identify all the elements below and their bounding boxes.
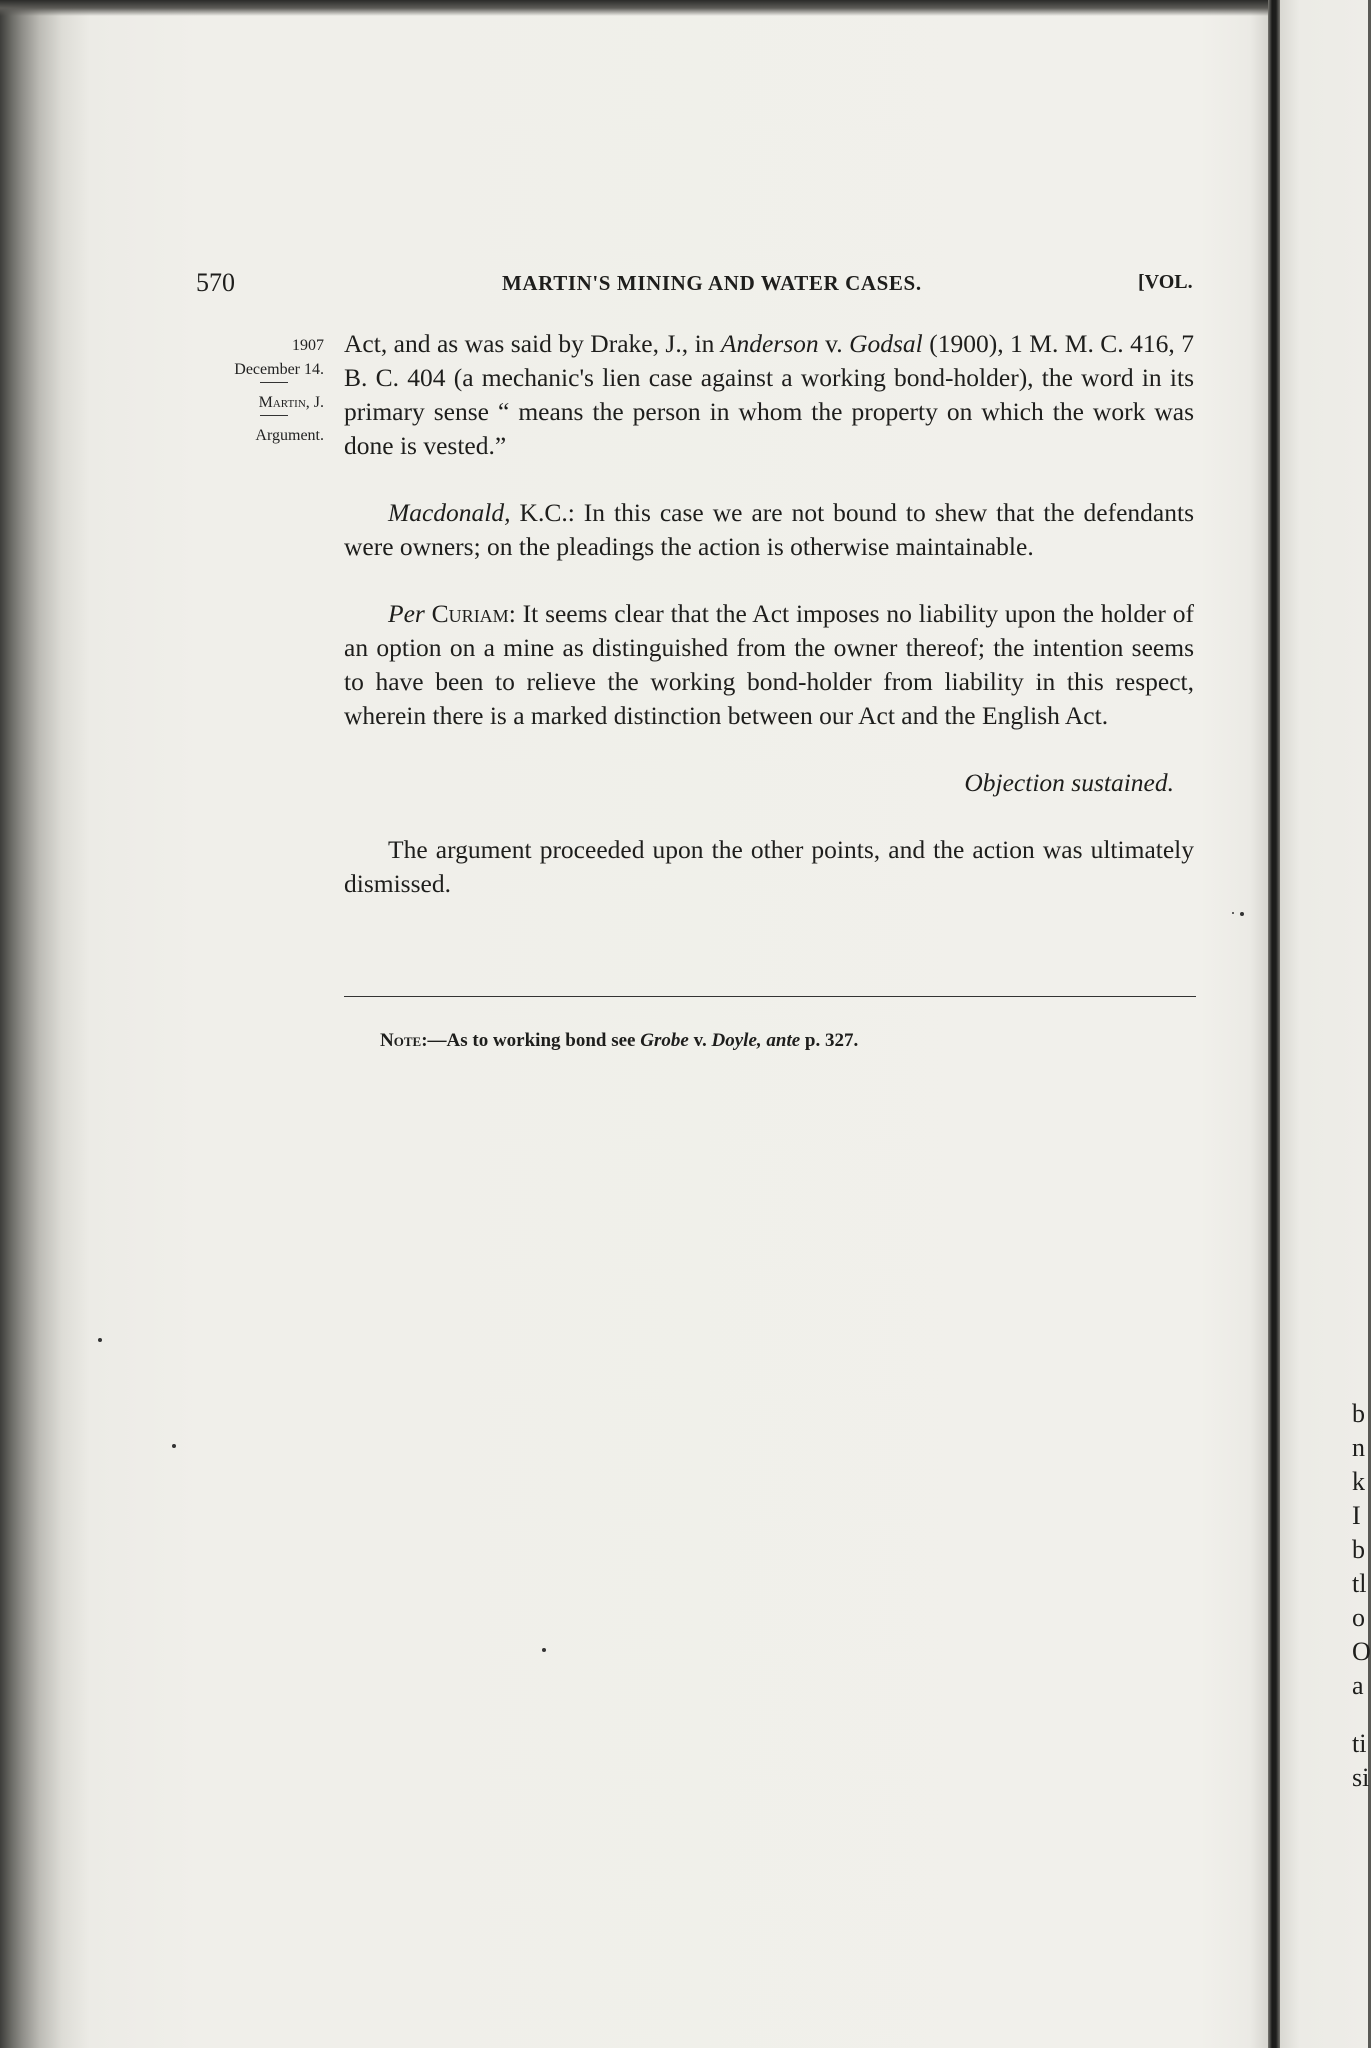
text-run: Act, and as was said by Drake, J., in: [344, 329, 721, 358]
case-name: Anderson: [720, 329, 819, 358]
margin-notes: [180, 334, 324, 448]
text-run: v.: [688, 1030, 712, 1051]
paragraph-3: [344, 597, 1194, 733]
edge-letter: a: [1352, 1671, 1364, 1700]
curiam-label: Curiam: [424, 599, 509, 628]
ruling: [344, 766, 1194, 800]
running-header: [196, 268, 1206, 304]
footnote-rule: [344, 996, 1196, 997]
margin-rule: [260, 382, 288, 391]
paragraph-1: [344, 327, 1194, 463]
text-run: :—As to working bond see: [421, 1030, 641, 1051]
edge-letter: I: [1352, 1501, 1361, 1530]
speck: [1232, 912, 1234, 914]
footnote: [380, 1030, 1200, 1052]
margin-rule: [260, 415, 288, 424]
book-spine: [1268, 0, 1280, 2048]
running-title: MARTIN'S MINING AND WATER CASES.: [502, 271, 922, 295]
top-shadow: [0, 0, 1368, 16]
edge-letter: si: [1352, 1763, 1370, 1792]
note-label: Note: [380, 1030, 422, 1051]
margin-section: Argument.: [255, 427, 324, 444]
margin-date: December 14.: [234, 361, 324, 378]
ruling-text: Objection sustained.: [964, 768, 1174, 797]
case-name: Godsal: [849, 329, 923, 358]
text-run: : It seems clear that the Act imposes no liability upon the holder of an option on a mine as distinguished from the owner thereof; the intention seems to have been to relieve the working bond-holder from liability in this respect, wherein there is a marked distinction between our Act and the English Act.: [344, 599, 1195, 730]
case-name: Doyle, ante: [711, 1030, 801, 1051]
facing-page-letters: [1352, 0, 1371, 2048]
case-name: Grobe: [640, 1030, 689, 1051]
text-run: p. 327.: [800, 1030, 859, 1051]
text-run: K.C.: In this case we are not bound to shew that the defendants were owners; on the pleadings the action is otherwise maintainable.: [344, 498, 1194, 561]
paragraph-2: [344, 496, 1194, 564]
speck: [98, 1338, 102, 1342]
speck: [172, 1444, 176, 1448]
speck: [542, 1648, 546, 1652]
paragraph-4: The argument proceeded upon the other points, and the action was ultimately dismissed.: [344, 835, 1194, 898]
speaker-name: Macdonald,: [388, 498, 511, 527]
edge-letter: ti: [1352, 1729, 1367, 1758]
edge-letter: b: [1352, 1535, 1365, 1564]
per-label: Per: [388, 599, 425, 628]
edge-letter: k: [1352, 1467, 1365, 1496]
edge-letter: n: [1352, 1433, 1365, 1462]
page-number: 570: [196, 268, 235, 297]
speck: [1240, 912, 1244, 916]
volume-label: [VOL.: [1138, 271, 1193, 293]
margin-year: 1907: [292, 337, 324, 354]
text-run: (1900), 1 M. M. C. 416, 7 B. C. 404 (a mechanic's lien case against a working bond-holder), the word in its primary sense “ means the person in whom the property on which the work was done is vested.”: [344, 329, 1194, 460]
edge-letter: o: [1352, 1603, 1365, 1632]
edge-letter: b: [1352, 1399, 1365, 1428]
margin-judge: Martin, J.: [258, 394, 324, 411]
text-run: v.: [818, 329, 850, 358]
edge-letter: tl: [1352, 1569, 1367, 1598]
body-text: [344, 327, 1194, 901]
edge-letter: O: [1352, 1637, 1371, 1666]
